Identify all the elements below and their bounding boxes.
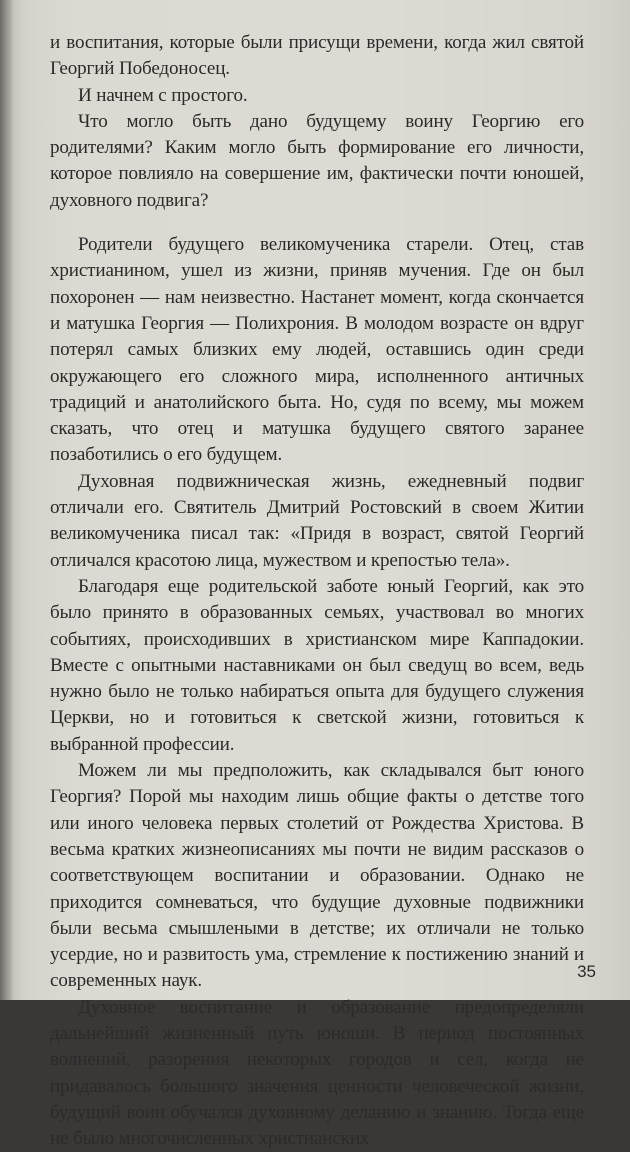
paragraph-7: Можем ли мы предположить, как складывался быт юного Георгия? Порой мы находим лишь общие факты о детстве того или иного человека первых столетий от Рождества Христова. В весьма кратких жизнеописаниях мы почти не видим рассказов о соответствующем воспитании и образовании. Однако не приходится сомневаться, что будущие духовные подвижники были весьма смышлеными в детстве; их отличали не только усердие, но и развитость ума, стремление к постижению знаний и современных наук.: [50, 760, 584, 992]
paragraph-8: Духовное воспитание и образование предопределяли дальнейший жизненный путь юноши. В период постоянных волнений, разорения некоторых городов и сел, когда не придавалось большого значения ценности человеческой жизни, будущий воин обучался духовному деланию и знанию. Тогда еще не было многочисленных христианских: [50, 996, 584, 1150]
page-number: 35: [577, 962, 596, 981]
paragraph-1: и воспитания, которые были присущи времени, когда жил святой Георгий Победоносец.: [50, 32, 584, 80]
body-text: [50, 30, 584, 1152]
paragraph-2: И начнем с простого.: [78, 84, 248, 106]
paragraph-5: Духовная подвижническая жизнь, ежедневный подвиг отличали его. Святитель Дмитрий Ростовский в своем Житии великомученика писал так: «Придя в возраст, святой Георгий отличался красотою лица, мужеством и крепостью тела».: [50, 470, 584, 571]
paragraph-6: Благодаря еще родительской заботе юный Георгий, как это было принято в образованных семьях, участвовал во многих событиях, происходивших в христианском мире Каппадокии. Вместе с опытными наставниками он был сведущ во всем, ведь нужно было не только набираться опыта для будущего служения Церкви, но и готовиться к светской жизни, готовиться к выбранной профессии.: [50, 575, 584, 755]
paragraph-3: Что могло быть дано будущему воину Георгию его родителями? Каким могло быть формирование его личности, которое повлияло на совершение им, фактически почти юношей, духовного подвига?: [50, 110, 584, 211]
binding-shadow: [0, 0, 14, 1000]
paragraph-4: Родители будущего великомученика старели. Отец, став христианином, ушел из жизни, приняв мучения. Где он был похоронен — нам неизвестно. Настанет момент, когда скончается и матушка Георгия — Полихрония. В молодом возрасте он вдруг потерял самых близких ему людей, оставшись один среди окружающего его сложного мира, исполненного античных традиций и анатолийского быта. Но, судя по всему, мы можем сказать, что отец и матушка будущего святого заранее позаботились о его будущем.: [50, 234, 584, 466]
